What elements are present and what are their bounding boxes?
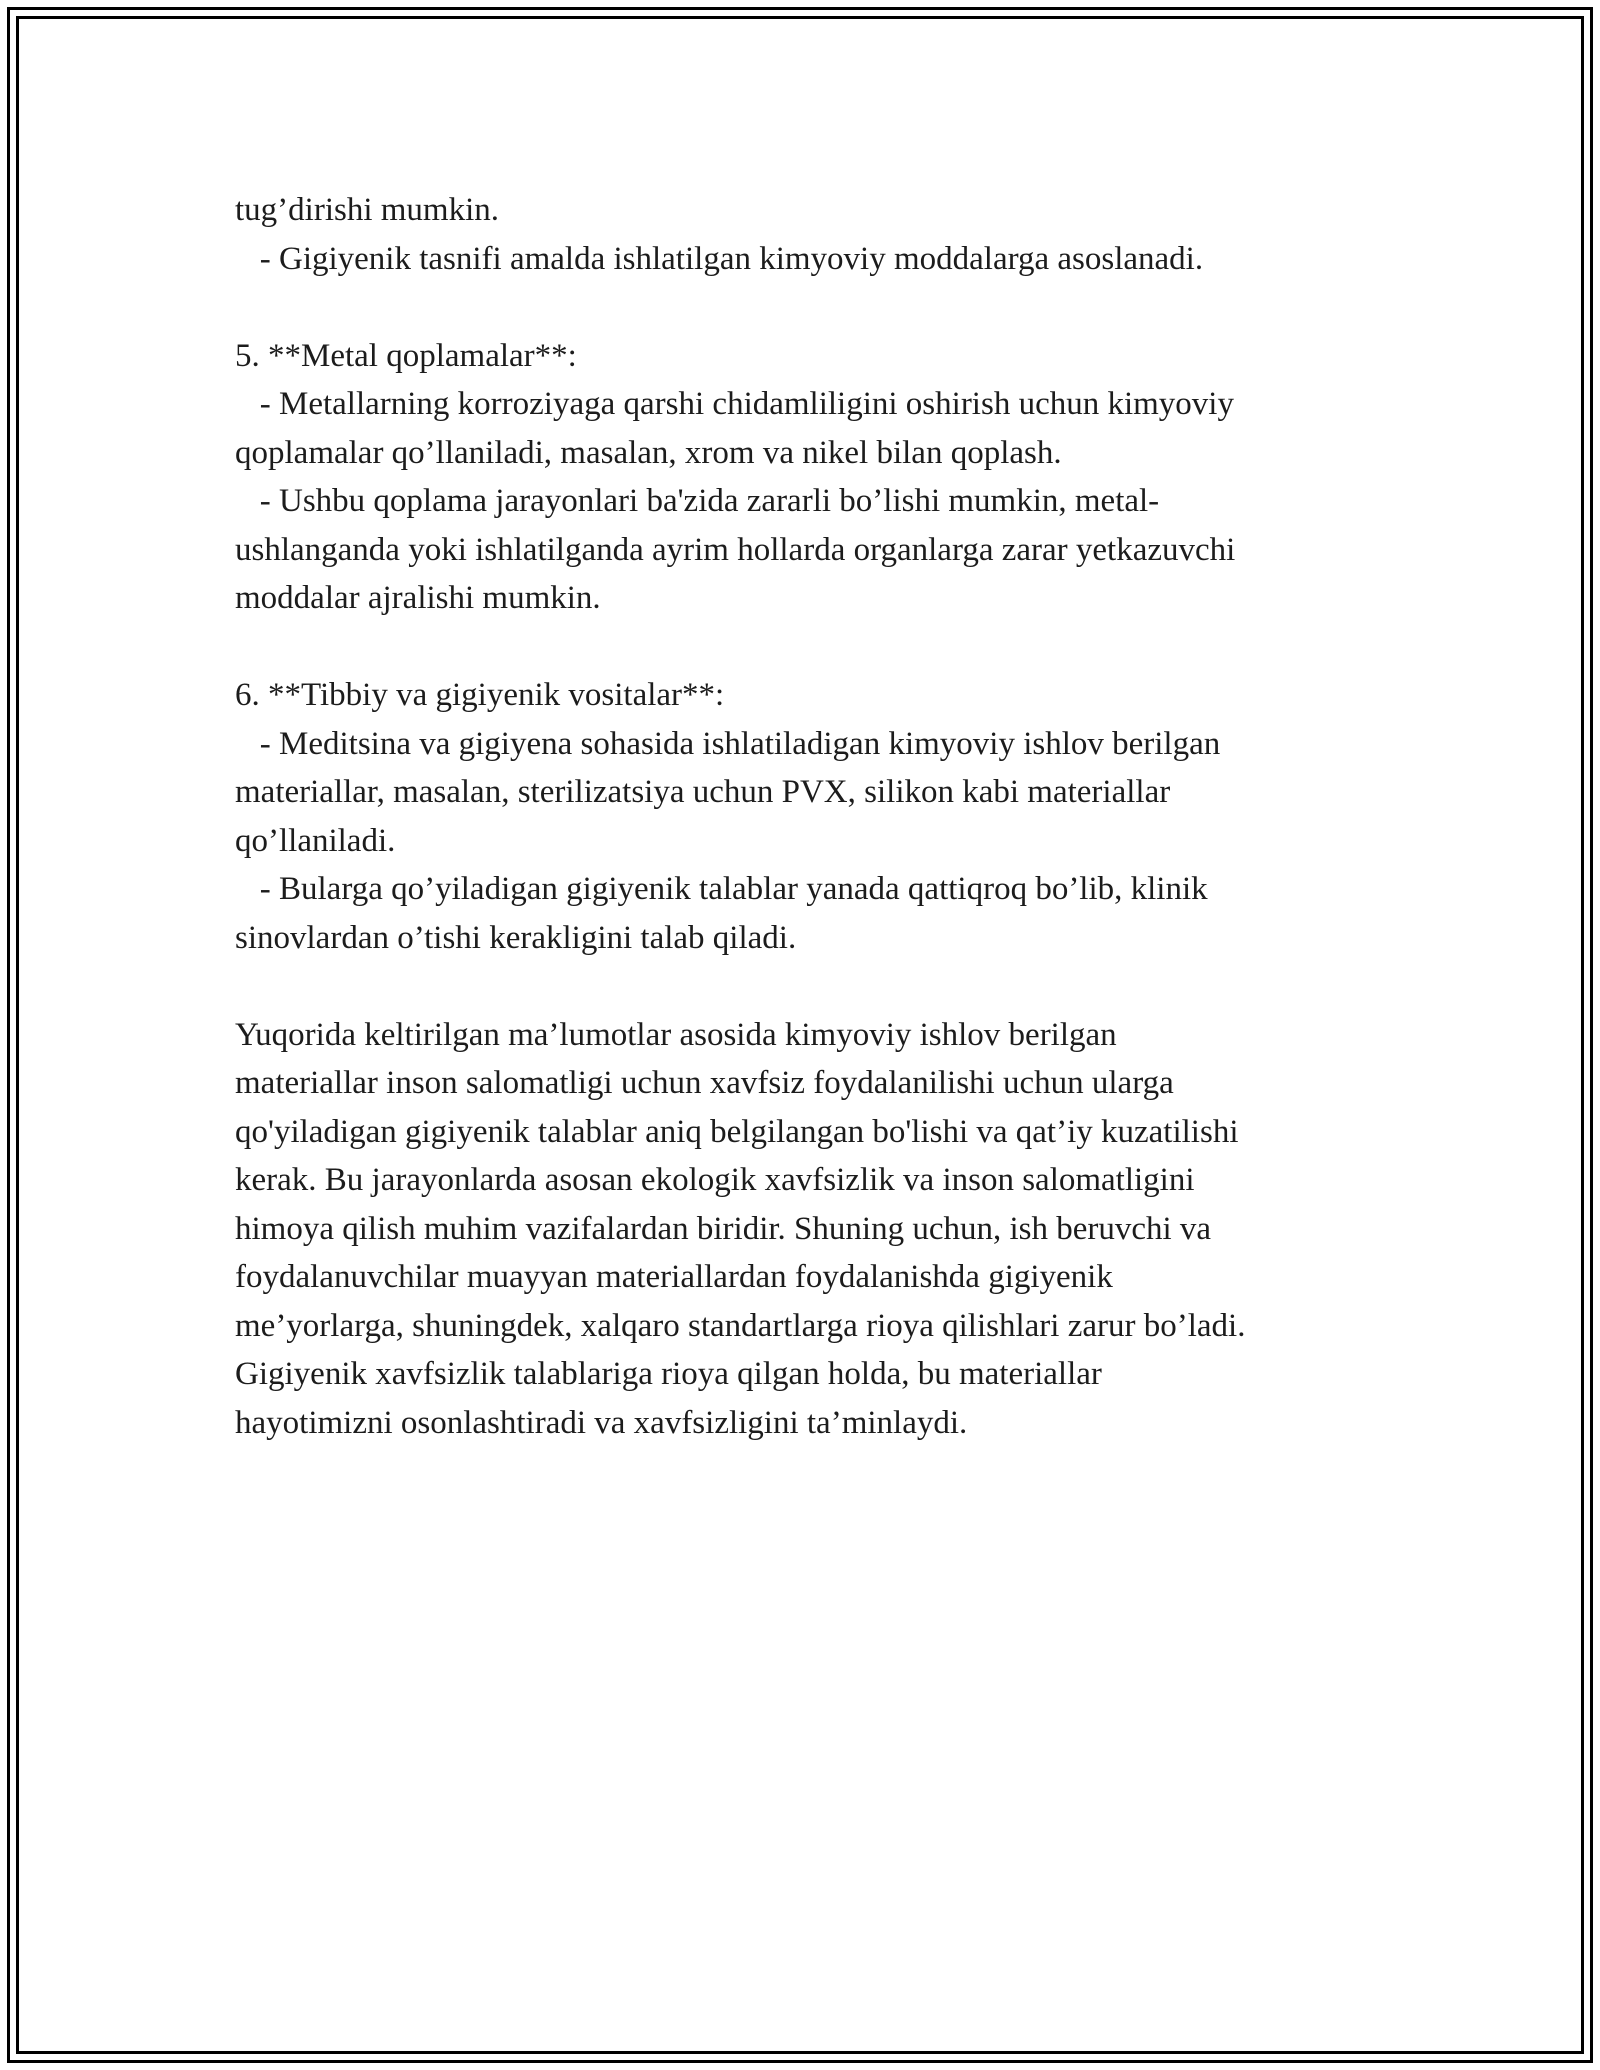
text-line: kerak. Bu jarayonlarda asosan ekologik xavfsizlik va inson salomatligini — [235, 1162, 1195, 1198]
text-line: - Metallarning korroziyaga qarshi chidamliligini oshirish uchun kimyoviy — [235, 386, 1234, 422]
document-body — [235, 186, 1370, 1447]
text-line: materiallar inson salomatligi uchun xavfsiz foydalanilishi uchun ularga — [235, 1065, 1174, 1101]
section-heading: 6. **Tibbiy va gigiyenik vositalar**: — [235, 677, 725, 713]
text-line: Gigiyenik xavfsizlik talablariga rioya qilgan holda, bu materiallar — [235, 1356, 1102, 1392]
text-line: - Gigiyenik tasnifi amalda ishlatilgan kimyoviy moddalarga asoslanadi. — [235, 240, 1204, 277]
text-line: himoya qilish muhim vazifalardan biridir. Shuning uchun, ish beruvchi va — [235, 1210, 1212, 1247]
text-line: - Meditsina va gigiyena sohasida ishlatiladigan kimyoviy ishlov berilgan — [235, 725, 1221, 762]
text-line: - Bularga qo’yiladigan gigiyenik talablar yanada qattiqroq bo’lib, klinik — [235, 871, 1208, 907]
text-line: qoplamalar qo’llaniladi, masalan, xrom va nikel bilan qoplash. — [235, 434, 1062, 471]
text-line: hayotimizni osonlashtiradi va xavfsizligini ta’minlaydi. — [235, 1404, 968, 1441]
text-line: materiallar, masalan, sterilizatsiya uchun PVX, silikon kabi materiallar — [235, 774, 1171, 810]
section-metal-coatings — [235, 332, 1370, 623]
paragraph-gap — [235, 962, 1370, 1011]
text-line: moddalar ajralishi mumkin. — [235, 580, 601, 616]
text-line: - Ushbu qoplama jarayonlari ba'zida zararli bo’lishi mumkin, metal- — [235, 483, 1160, 519]
conclusion-paragraph — [235, 1011, 1370, 1448]
paragraph-continuation — [235, 186, 1370, 283]
text-line: sinovlardan o’tishi kerakligini talab qiladi. — [235, 919, 797, 956]
text-line: qo'yiladigan gigiyenik talablar aniq belgilangan bo'lishi va qat’iy kuzatilishi — [235, 1113, 1239, 1150]
paragraph-gap — [235, 623, 1370, 672]
text-line: ushlanganda yoki ishlatilganda ayrim hollarda organlarga zarar yetkazuvchi — [235, 531, 1236, 568]
paragraph-gap — [235, 283, 1370, 332]
text-line: Yuqorida keltirilgan ma’lumotlar asosida kimyoviy ishlov berilgan — [235, 1016, 1117, 1053]
text-line: tug’dirishi mumkin. — [235, 192, 499, 228]
text-line: qo’llaniladi. — [235, 822, 396, 859]
text-line: me’yorlarga, shuningdek, xalqaro standartlarga rioya qilishlari zarur bo’ladi. — [235, 1307, 1246, 1344]
section-heading: 5. **Metal qoplamalar**: — [235, 337, 577, 374]
section-medical-hygiene-products — [235, 671, 1370, 962]
text-line: foydalanuvchilar muayyan materiallardan foydalanishda gigiyenik — [235, 1259, 1113, 1295]
